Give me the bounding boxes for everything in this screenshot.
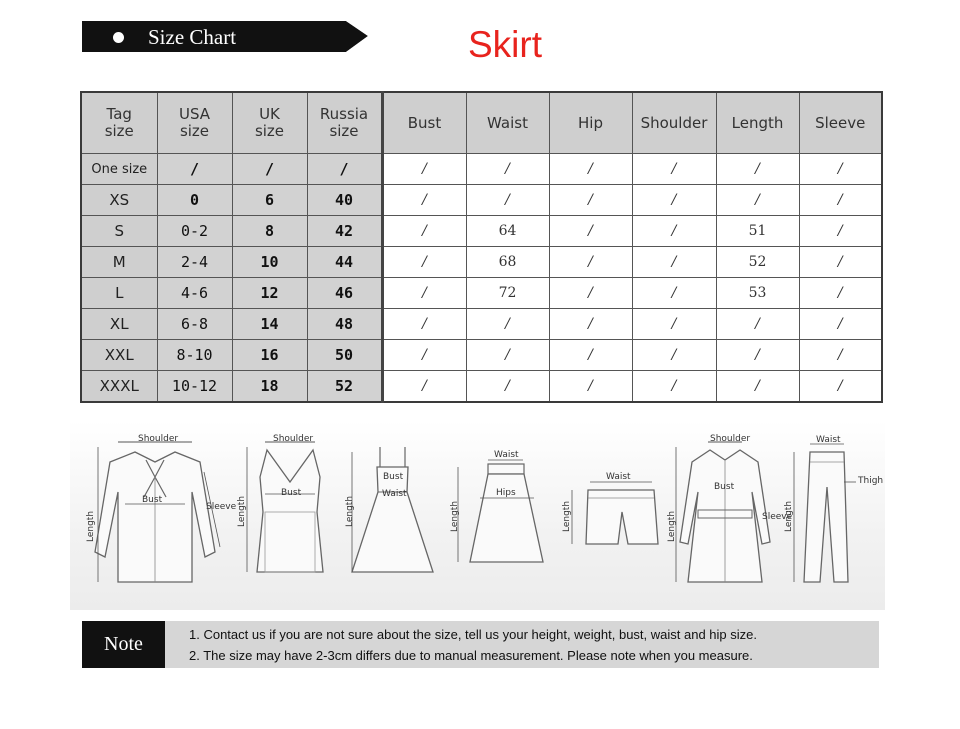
cell-russia: 44	[307, 247, 382, 278]
pants-waist-label: Waist	[816, 435, 841, 445]
cell-russia: 40	[307, 185, 382, 216]
table-row	[81, 278, 882, 309]
blouse-shoulder-label: Shoulder	[138, 434, 179, 444]
cell-length: 51	[716, 216, 799, 247]
tank-top-icon	[235, 432, 335, 607]
tank-shoulder-label: Shoulder	[273, 434, 314, 444]
skirt-icon	[448, 432, 553, 607]
cell-tag: XXXL	[81, 371, 157, 403]
dress-length-label: Length	[345, 495, 355, 527]
note-box	[82, 621, 879, 668]
cell-russia: 52	[307, 371, 382, 403]
cell-waist: 64	[466, 216, 549, 247]
cell-usa: 6-8	[157, 309, 232, 340]
cell-waist: 72	[466, 278, 549, 309]
cell-sleeve: /	[799, 278, 882, 309]
cell-bust: /	[382, 154, 466, 185]
cell-sleeve: /	[799, 247, 882, 278]
cell-length: /	[716, 371, 799, 403]
header-uk-size: UK size	[232, 92, 307, 154]
table-row	[81, 371, 882, 403]
skirt-length-label: Length	[450, 500, 460, 532]
cell-sleeve: /	[799, 185, 882, 216]
dress-bust-label: Bust	[383, 472, 404, 482]
cell-usa: 2-4	[157, 247, 232, 278]
coat-shoulder-label: Shoulder	[710, 434, 751, 444]
product-title: Skirt	[468, 24, 542, 65]
cell-russia: 50	[307, 340, 382, 371]
table-row	[81, 309, 882, 340]
cell-bust: /	[382, 309, 466, 340]
cell-usa: 0-2	[157, 216, 232, 247]
cell-sleeve: /	[799, 371, 882, 403]
cell-hip: /	[549, 185, 632, 216]
cell-usa: 0	[157, 185, 232, 216]
cell-uk: 6	[232, 185, 307, 216]
size-table	[80, 91, 883, 403]
cell-tag: XXL	[81, 340, 157, 371]
header-shoulder: Shoulder	[632, 92, 716, 154]
cell-length: /	[716, 154, 799, 185]
blouse-icon	[80, 432, 237, 607]
cell-sleeve: /	[799, 154, 882, 185]
cell-waist: /	[466, 185, 549, 216]
cell-length: /	[716, 185, 799, 216]
cell-waist: 68	[466, 247, 549, 278]
cell-hip: /	[549, 309, 632, 340]
table-row	[81, 247, 882, 278]
cell-shoulder: /	[632, 278, 716, 309]
cell-usa: 8-10	[157, 340, 232, 371]
pants-length-label: Length	[784, 500, 794, 532]
cell-shoulder: /	[632, 340, 716, 371]
cell-tag: XL	[81, 309, 157, 340]
cell-bust: /	[382, 340, 466, 371]
cell-russia: 48	[307, 309, 382, 340]
blouse-length-label: Length	[86, 510, 96, 542]
shorts-waist-label: Waist	[606, 472, 631, 482]
cell-shoulder: /	[632, 247, 716, 278]
banner-label: Size Chart	[148, 25, 237, 49]
cell-russia: 42	[307, 216, 382, 247]
cell-length: /	[716, 309, 799, 340]
table-row	[81, 154, 882, 185]
cell-length: 53	[716, 278, 799, 309]
coat-length-label: Length	[667, 510, 677, 542]
cell-hip: /	[549, 371, 632, 403]
cell-shoulder: /	[632, 309, 716, 340]
header-length: Length	[716, 92, 799, 154]
size-chart-banner	[82, 21, 368, 52]
cell-usa: 4-6	[157, 278, 232, 309]
cell-tag: S	[81, 216, 157, 247]
cell-waist: /	[466, 154, 549, 185]
coat-bust-label: Bust	[714, 482, 735, 492]
cell-tag: XS	[81, 185, 157, 216]
pants-thigh-label: Thigh	[858, 476, 884, 486]
cell-sleeve: /	[799, 340, 882, 371]
table-row	[81, 216, 882, 247]
dress-icon	[345, 432, 440, 607]
cell-hip: /	[549, 154, 632, 185]
tank-length-label: Length	[237, 495, 247, 527]
blouse-bust-label: Bust	[142, 495, 163, 505]
cell-uk: 18	[232, 371, 307, 403]
coat-icon	[667, 432, 793, 607]
cell-hip: /	[549, 278, 632, 309]
cell-uk: 10	[232, 247, 307, 278]
cell-waist: /	[466, 371, 549, 403]
cell-shoulder: /	[632, 371, 716, 403]
cell-length: 52	[716, 247, 799, 278]
cell-tag: L	[81, 278, 157, 309]
cell-shoulder: /	[632, 216, 716, 247]
cell-uk: 8	[232, 216, 307, 247]
pants-icon	[782, 432, 882, 607]
blouse-sleeve-label: Sleeve	[206, 502, 237, 512]
header-sleeve: Sleeve	[799, 92, 882, 154]
skirt-hips-label: Hips	[496, 488, 516, 498]
cell-hip: /	[549, 340, 632, 371]
cell-uk: /	[232, 154, 307, 185]
shorts-length-label: Length	[562, 500, 572, 532]
cell-shoulder: /	[632, 154, 716, 185]
tank-bust-label: Bust	[281, 488, 302, 498]
cell-bust: /	[382, 247, 466, 278]
cell-hip: /	[549, 216, 632, 247]
table-row	[81, 185, 882, 216]
cell-russia: 46	[307, 278, 382, 309]
coat-sleeve-label: Sleeve	[762, 512, 793, 522]
header-tag-size: Tag size	[81, 92, 157, 154]
note-line-2: 2. The size may have 2-3cm differs due to manual measurement. Please note when you measure.	[189, 648, 753, 663]
cell-tag: M	[81, 247, 157, 278]
cell-sleeve: /	[799, 216, 882, 247]
dress-waist-label: Waist	[382, 489, 407, 499]
measurement-illustrations	[70, 420, 885, 610]
header-russia-size: Russia size	[307, 92, 382, 154]
cell-bust: /	[382, 278, 466, 309]
skirt-waist-label: Waist	[494, 450, 519, 460]
shorts-icon	[560, 432, 665, 607]
cell-uk: 14	[232, 309, 307, 340]
cell-russia: /	[307, 154, 382, 185]
cell-uk: 12	[232, 278, 307, 309]
cell-bust: /	[382, 371, 466, 403]
cell-length: /	[716, 340, 799, 371]
cell-waist: /	[466, 340, 549, 371]
table-header-row	[81, 92, 882, 154]
note-label: Note	[82, 621, 165, 668]
note-line-1: 1. Contact us if you are not sure about the size, tell us your height, weight, bust, waist and hip size.	[189, 627, 757, 642]
cell-tag: One size	[81, 154, 157, 185]
cell-bust: /	[382, 216, 466, 247]
cell-uk: 16	[232, 340, 307, 371]
cell-usa: /	[157, 154, 232, 185]
cell-bust: /	[382, 185, 466, 216]
cell-usa: 10-12	[157, 371, 232, 403]
header-bust: Bust	[382, 92, 466, 154]
header-hip: Hip	[549, 92, 632, 154]
header-usa-size: USA size	[157, 92, 232, 154]
cell-shoulder: /	[632, 185, 716, 216]
table-row	[81, 340, 882, 371]
cell-sleeve: /	[799, 309, 882, 340]
cell-hip: /	[549, 247, 632, 278]
header-waist: Waist	[466, 92, 549, 154]
bullet-icon	[113, 32, 124, 43]
cell-waist: /	[466, 309, 549, 340]
